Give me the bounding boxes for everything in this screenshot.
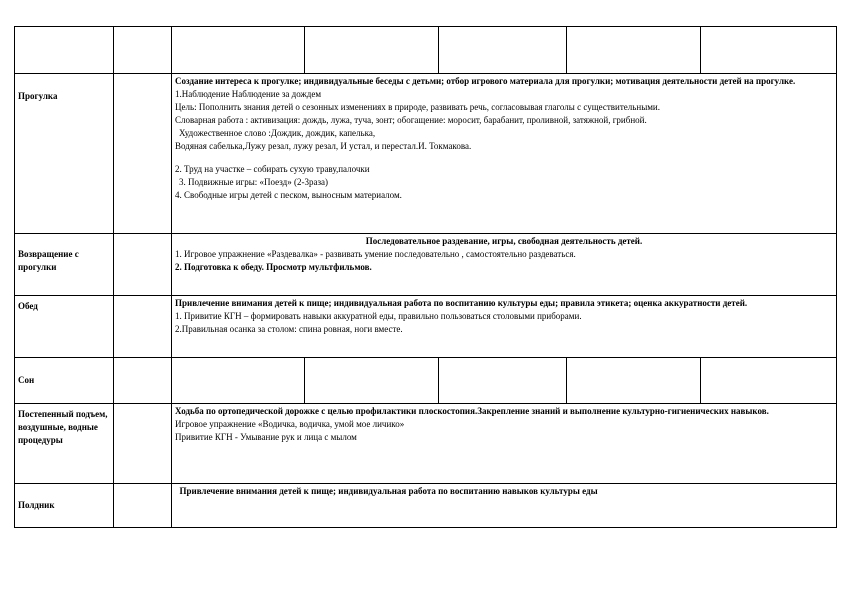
return-label: Возвращение с прогулки bbox=[15, 234, 114, 296]
walk-intro: Создание интереса к прогулке; индивидуальные беседы с детьми; отбор игрового материала для прогулки; мотивация деятельности детей на прогулке. bbox=[175, 76, 796, 86]
walk-goal: Цель: Пополнить знания детей о сезонных изменениях в природе, развивать речь, согласовывая глаголы с существительными. bbox=[175, 102, 660, 112]
sleep-cell bbox=[439, 358, 567, 404]
header-cell bbox=[114, 27, 172, 74]
snack-label: Полдник bbox=[15, 484, 114, 528]
walk-row bbox=[15, 74, 837, 234]
wakeup-label: Постепенный подъем, воздушные, водные процедуры bbox=[15, 404, 114, 484]
walk-games: 3. Подвижные игры: «Поезд» (2-3раза) bbox=[179, 177, 328, 187]
lunch-intro: Привлечение внимания детей к пище; индивидуальная работа по воспитанию культуры еды; правила этикета; оценка аккуратности детей. bbox=[175, 298, 748, 308]
return-row bbox=[15, 234, 837, 296]
sleep-row bbox=[15, 358, 837, 404]
sleep-cell bbox=[172, 358, 305, 404]
walk-free-play: 4. Свободные игры детей с песком, выносным материалом. bbox=[175, 190, 402, 200]
return-content bbox=[172, 234, 837, 296]
header-cell bbox=[701, 27, 837, 74]
header-row bbox=[15, 27, 837, 74]
header-cell bbox=[567, 27, 701, 74]
walk-vocabulary: Словарная работа : активизация: дождь, лужа, туча, зонт; обогащение: моросит, барабанит, проливной, затяжной, грибной. bbox=[175, 115, 647, 125]
lunch-posture: 2.Правильная осанка за столом: спина ровная, ноги вместе. bbox=[175, 324, 403, 334]
lunch-row bbox=[15, 296, 837, 358]
walk-poem-title: Художественное слово :Дождик, дождик, капелька, bbox=[179, 128, 376, 138]
snack-content bbox=[172, 484, 837, 528]
snack-intro: Привлечение внимания детей к пище; индивидуальная работа по воспитанию навыков культуры еды bbox=[175, 486, 598, 496]
walk-poem-text: Водяная сабелька,Лужу резал, лужу резал, И устал, и перестал.И. Токмакова. bbox=[175, 141, 472, 151]
walk-label: Прогулка bbox=[15, 74, 114, 234]
walk-observation: 1.Наблюдение Наблюдение за дождем bbox=[175, 89, 322, 99]
wakeup-row bbox=[15, 404, 837, 484]
header-cell bbox=[439, 27, 567, 74]
wakeup-exercise: Игровое упражнение «Водичка, водичка, умой мое личико» bbox=[175, 419, 405, 429]
return-prep: 2. Подготовка к обеду. Просмотр мультфильмов. bbox=[175, 262, 372, 272]
return-empty-cell bbox=[114, 234, 172, 296]
wakeup-walking: Ходьба по ортопедической дорожке с целью профилактики плоскостопия.Закрепление знаний и выполнение культурно-гигиенических навыков. bbox=[175, 406, 769, 416]
header-cell bbox=[305, 27, 439, 74]
return-intro: Последовательное раздевание, игры, свободная деятельность детей. bbox=[365, 236, 643, 246]
wakeup-hygiene: Привитие КГН - Умывание рук и лица с мылом bbox=[175, 432, 357, 442]
walk-labor: 2. Труд на участке – собирать сухую траву,палочки bbox=[175, 164, 370, 174]
snack-row bbox=[15, 484, 837, 528]
spacer bbox=[175, 153, 833, 163]
wakeup-empty-cell bbox=[114, 404, 172, 484]
wakeup-content bbox=[172, 404, 837, 484]
header-cell bbox=[172, 27, 305, 74]
lunch-hygiene: 1. Привитие КГН – формировать навыки аккуратной еды, правильно пользоваться столовыми приборами. bbox=[175, 311, 582, 321]
walk-content bbox=[172, 74, 837, 234]
sleep-cell bbox=[114, 358, 172, 404]
return-exercise: 1. Игровое упражнение «Раздевалка» - развивать умение последовательно , самостоятельно раздеваться. bbox=[175, 249, 576, 259]
sleep-cell bbox=[567, 358, 701, 404]
lunch-content bbox=[172, 296, 837, 358]
sleep-cell bbox=[305, 358, 439, 404]
snack-empty-cell bbox=[114, 484, 172, 528]
daily-plan-table bbox=[14, 26, 837, 528]
sleep-label: Сон bbox=[15, 358, 114, 404]
lunch-empty-cell bbox=[114, 296, 172, 358]
sleep-cell bbox=[701, 358, 837, 404]
header-cell bbox=[15, 27, 114, 74]
walk-empty-cell bbox=[114, 74, 172, 234]
lunch-label: Обед bbox=[15, 296, 114, 358]
